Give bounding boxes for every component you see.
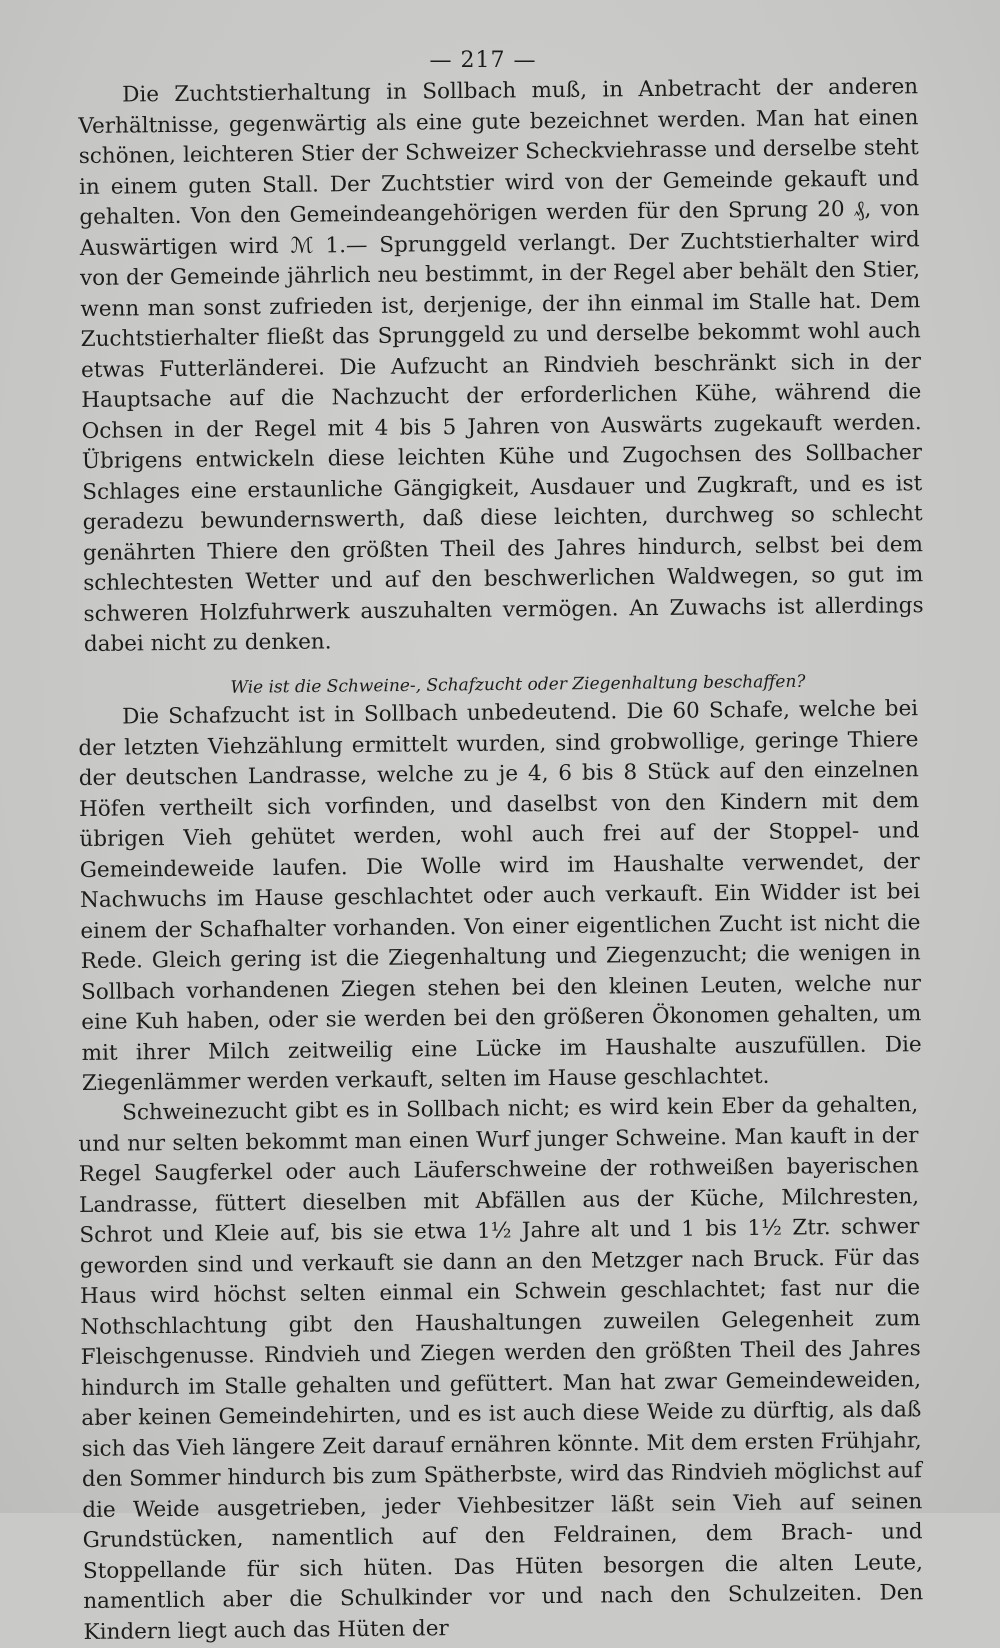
paragraph-zuchtstier: Die Zuchtstierhaltung in Sollbach muß, in Anbetracht der anderen Verhältnisse, gegenwärtig als eine gute bezeichnet werden. Man hat einen schönen, leichteren Stier der Schweizer Scheckviehrasse und derselbe steht in einem guten Stall. Der Zuchtstier wird von der Gemeinde gekauft und gehalten. Von den Gemeindeangehörigen werden für den Sprung 20 ₰, von Auswärtigen wird ℳ 1.— Sprunggeld verlangt. Der Zuchtstierhalter wird von der Gemeinde jährlich neu bestimmt, in der Regel aber behält den Stier, wenn man sonst zufrieden ist, derjenige, der ihn einmal im Stalle hat. Dem Zuchtstierhalter fließt das Sprunggeld zu und derselbe bekommt wohl auch etwas Futterländerei. Die Aufzucht an Rindvieh beschränkt sich in der Hauptsache auf die Nachzucht der erforderlichen Kühe, während die Ochsen in der Regel mit 4 bis 5 Jahren von Auswärts zugekauft werden. Übrigens entwickeln diese leichten Kühe und Zugochsen des Sollbacher Schlages eine erstaunliche Gängigkeit, Ausdauer und Zugkraft, und es ist geradezu bewundernswerth, daß diese leichten, durchweg so schlecht genährten Thiere den größten Theil des Jahres hindurch, selbst bei dem schlechtesten Wetter und auf den beschwerlichen Waldwegen, so gut im schweren Holzfuhrwerk auszuhalten vermögen. An Zuwachs ist allerdings dabei nicht zu denken. bbox=[78, 74, 924, 657]
paragraph-schafzucht: Die Schafzucht ist in Sollbach unbedeutend. Die 60 Schafe, welche bei der letzten Viehzählung ermittelt wurden, sind grobwollige, geringe Thiere der deutschen Landrasse, welche zu je 4, 6 bis 8 Stück auf den einzelnen Höfen vertheilt sich vorfinden, und daselbst von den Kindern mit dem übrigen Vieh gehütet werden, wohl auch frei auf der Stoppel- und Gemeindeweide laufen. Die Wolle wird im Haushalte verwendet, der Nachwuchs im Hause geschlachtet oder auch verkauft. Ein Widder ist bei einem der Schafhalter vorhanden. Von einer eigentlichen Zucht ist nicht die Rede. Gleich gering ist die Ziegenhaltung und Ziegenzucht; die wenigen in Sollbach vorhandenen Ziegen stehen bei den kleinen Leuten, welche nur eine Kuh haben, oder sie werden bei den größeren Ökonomen gehalten, um mit ihrer Milch zeitweilig eine Lücke im Haushalte auszufüllen. Die Ziegenlämmer werden verkauft, selten im Hause geschlachtet. bbox=[78, 695, 922, 1096]
page-number: — 217 — bbox=[429, 48, 537, 73]
section-heading: Wie ist die Schweine-, Schafzucht oder Ziegenhaltung beschaffen? bbox=[230, 671, 806, 698]
paragraph-schweinezucht: Schweinezucht gibt es in Sollbach nicht; es wird kein Eber da gehalten, und nur selten bekommt man einen Wurf junger Schweine. Man kauft in der Regel Saugferkel oder auch Läuferschweine der rothweißen bayerischen Landrasse, füttert dieselben mit Abfällen aus der Küche, Milchresten, Schrot und Kleie auf, bis sie etwa 1½ Jahre alt und 1 bis 1½ Ztr. schwer geworden sind und verkauft sie dann an den Metzger nach Bruck. Für das Haus wird höchst selten einmal ein Schwein geschlachtet; fast nur die Nothschlachtung gibt den Haushaltungen zuweilen Gelegenheit zum Fleischgenusse. Rindvieh und Ziegen werden den größten Theil des Jahres hindurch im Stalle gehalten und gefüttert. Man hat zwar Gemeindeweiden, aber keinen Gemeindehirten, und es ist auch diese Weide zu dürftig, als daß sich das Vieh längere Zeit darauf ernähren könnte. Mit dem ersten Frühjahr, den Sommer hindurch bis zum Spätherbste, wird das Rindvieh möglichst auf die Weide ausgetrieben, jeder Viehbesitzer läßt sein Vieh auf seinen Grundstücken, namentlich auf den Feldrainen, dem Brach- und Stoppellande für sich hüten. Das Hüten besorgen die alten Leute, namentlich aber die Schulkinder vor und nach den Schulzeiten. Den Kindern liegt auch das Hüten der bbox=[78, 1092, 924, 1645]
